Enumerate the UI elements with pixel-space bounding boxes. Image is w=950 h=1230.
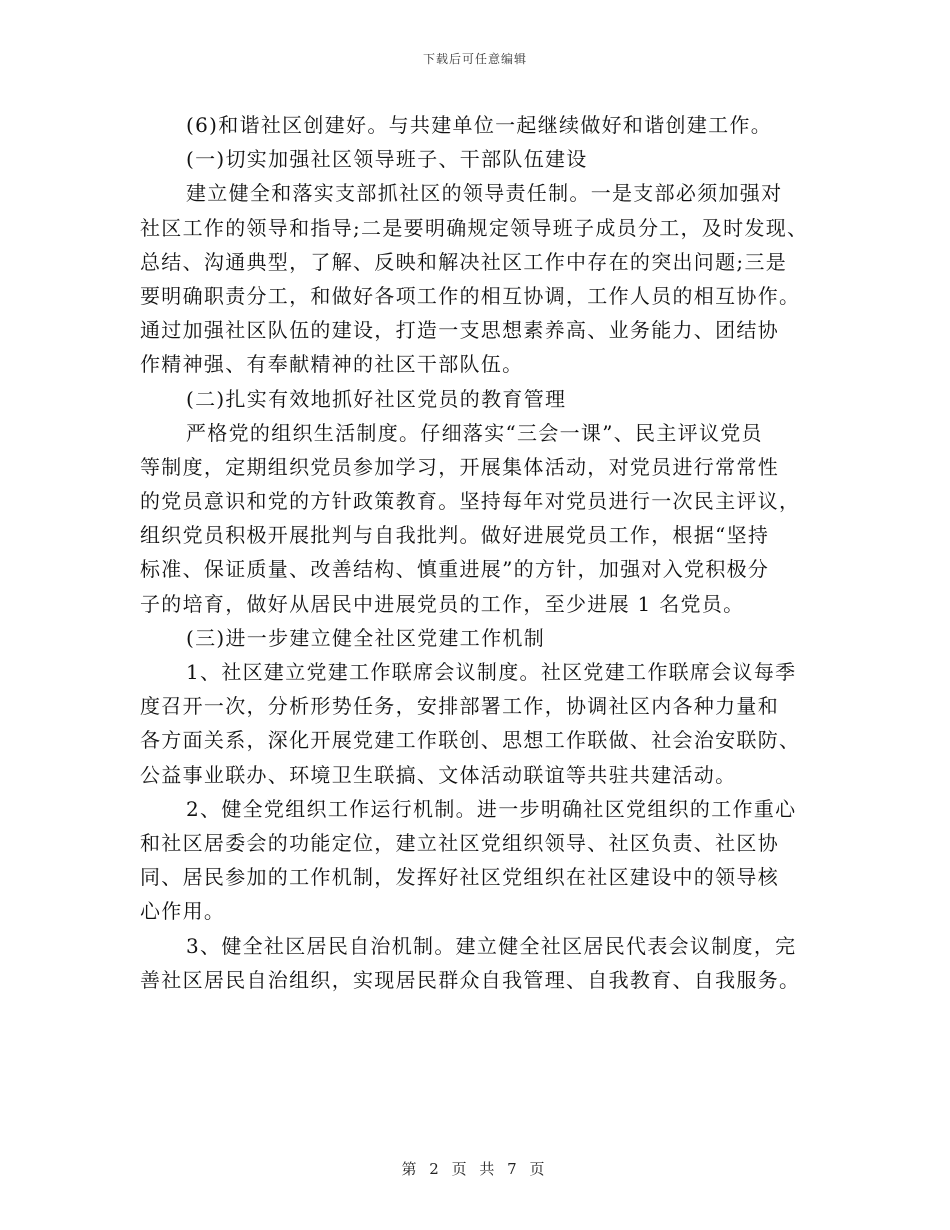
body-line: 2、健全党组织工作运行机制。进一步明确社区党组织的工作重心 [186,796,797,821]
body-line: 1、社区建立党建工作联席会议制度。社区党建工作联席会议每季 [186,660,797,684]
body-line: 组织党员积极开展批判与自我批判。做好进展党员工作，根据“坚持 [140,523,770,548]
page-footer: 第 2 页 共 7 页 [401,1160,549,1178]
body-line: (6)和谐社区创建好。与共建单位一起继续做好和谐创建工作。 [186,113,773,137]
document-body [140,108,820,997]
body-line: 公益事业联办、环境卫生联搞、文体活动联谊等共驻共建活动。 [140,762,737,787]
section-heading-2: (二)扎实有效地抓好社区党员的教育管理 [186,386,567,411]
body-line: 善社区居民自治组织，实现居民群众自我管理、自我教育、自我服务。 [140,967,801,992]
body-line: 严格党的组织生活制度。仔细落实“三会一课”、民主评议党员 [186,420,763,445]
body-line: 各方面关系，深化开展党建工作联创、思想工作联做、社会治安联防、 [140,728,801,753]
body-line: 作精神强、有奉献精神的社区干部队伍。 [140,352,524,377]
body-line: 的党员意识和党的方针政策教育。坚持每年对党员进行一次民主评议， [140,489,801,514]
body-line: 等制度，定期组织党员参加学习，开展集体活动，对党员进行常常性 [140,454,779,479]
body-line: 通过加强社区队伍的建设，打造一支思想素养高、业务能力、团结协 [140,318,779,343]
body-line: 总结、沟通典型，了解、反映和解决社区工作中存在的突出问题;三是 [140,249,788,274]
section-heading-3: (三)进一步建立健全社区党建工作机制 [186,625,546,650]
body-line: 社区工作的领导和指导;二是要明确规定领导班子成员分工，及时发现、 [140,215,809,240]
section-heading-1: (一)切实加强社区领导班子、干部队伍建设 [186,147,588,172]
body-line: 和社区居委会的功能定位，建立社区党组织领导、社区负责、社区协 [140,830,779,855]
body-line: 要明确职责分工，和做好各项工作的相互协调，工作人员的相互协作。 [140,283,801,308]
body-line: 标准、保证质量、改善结构、慎重进展”的方针，加强对入党积极分 [140,557,770,582]
body-line: 子的培育，做好从居民中进展党员的工作，至少进展 1 名党员。 [140,591,745,616]
body-line: 度召开一次，分析形势任务，安排部署工作，协调社区内各种力量和 [140,694,779,719]
body-line: 心作用。 [140,899,226,924]
body-line: 3、健全社区居民自治机制。建立健全社区居民代表会议制度，完 [186,933,797,958]
body-line: 同、居民参加的工作机制，发挥好社区党组织在社区建设中的领导核 [140,865,779,890]
body-line: 建立健全和落实支部抓社区的领导责任制。一是支部必须加强对 [186,181,783,206]
page-header: 下载后可任意编辑 [422,52,527,66]
